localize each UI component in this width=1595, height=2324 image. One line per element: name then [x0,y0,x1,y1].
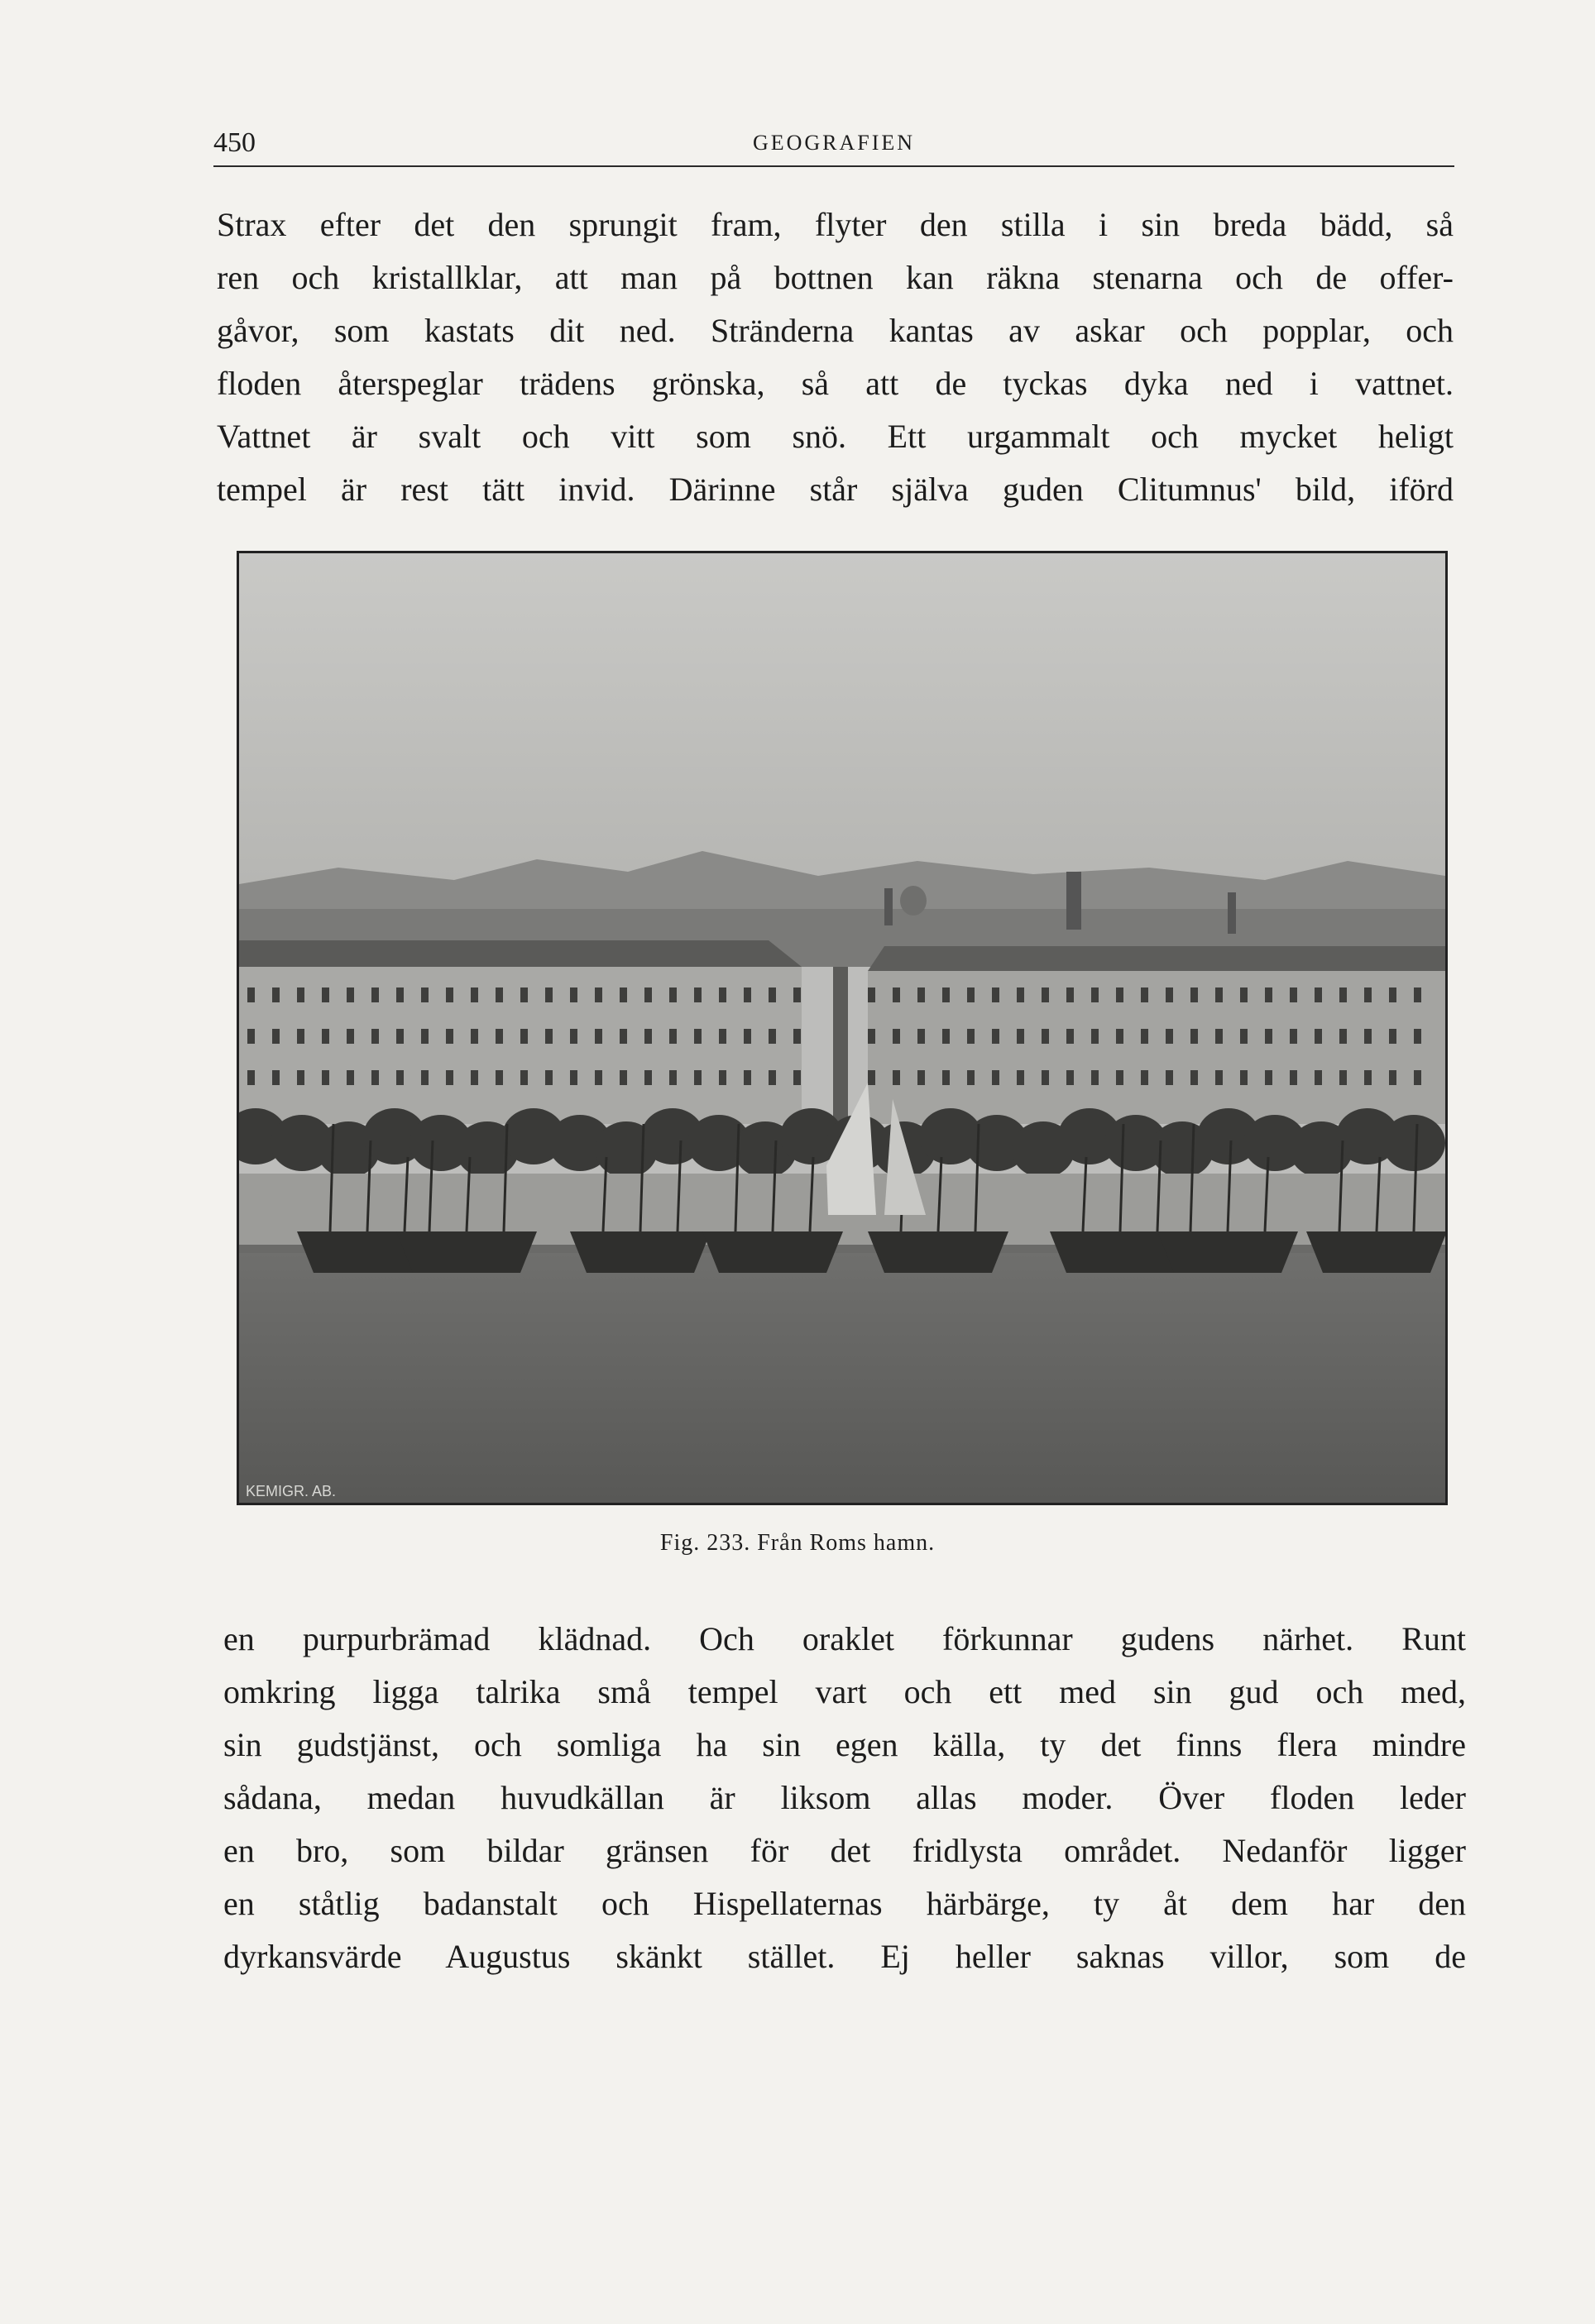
window [1240,1029,1248,1044]
window [1315,1029,1322,1044]
window [570,1070,577,1085]
window [1364,1029,1372,1044]
text-line: en ståtlig badanstalt och Hispellaternas härbärge, ty åt dem har den [223,1885,1466,1922]
window [1265,1070,1272,1085]
window [247,1070,255,1085]
window [967,1029,975,1044]
window [719,1029,726,1044]
window [793,1029,801,1044]
window [1290,987,1297,1002]
window [1315,987,1322,1002]
window [744,1029,751,1044]
window [744,1070,751,1085]
window [371,1070,379,1085]
window [744,987,751,1002]
window [793,987,801,1002]
window [247,1029,255,1044]
running-head: GEOGRAFIEN [752,131,916,155]
window [347,1070,354,1085]
window [1166,987,1173,1002]
window [917,1070,925,1085]
window [1166,1029,1173,1044]
window [644,987,652,1002]
window [644,1029,652,1044]
window [272,1070,280,1085]
window [446,1070,453,1085]
window [669,987,677,1002]
window [1042,1029,1049,1044]
window [893,987,900,1002]
window [1215,1029,1223,1044]
boat-hull [702,1231,843,1273]
window [1166,1070,1173,1085]
window [570,1029,577,1044]
window [297,1070,304,1085]
harbor-photo-illustration [239,553,1445,1503]
text-line: ren och kristallklar, att man på bottnen kan räkna stenarna och de offer- [217,259,1454,296]
window [520,1029,528,1044]
window [471,987,478,1002]
window [595,1070,602,1085]
window [421,1070,429,1085]
window [471,1029,478,1044]
window [396,1070,404,1085]
window [1190,987,1198,1002]
window [371,1029,379,1044]
window [793,1070,801,1085]
window [595,1029,602,1044]
window [1190,1070,1198,1085]
window [1414,1070,1421,1085]
window [396,987,404,1002]
window [942,987,950,1002]
window [496,987,503,1002]
window [520,1070,528,1085]
window [719,1070,726,1085]
window [769,987,776,1002]
window [1339,1029,1347,1044]
window [1042,1070,1049,1085]
window [1116,987,1123,1002]
engraver-mark: KEMIGR. AB. [246,1483,337,1499]
window [694,1029,702,1044]
window [868,1070,875,1085]
window [1290,1029,1297,1044]
window [446,987,453,1002]
page-number: 450 [213,127,256,158]
window [1290,1070,1297,1085]
text-line: tempel är rest tätt invid. Därinne står själva guden Clitumnus' bild, iförd [217,471,1454,508]
window [868,1029,875,1044]
window [545,1070,553,1085]
boat-hull [868,1231,1008,1273]
window [272,987,280,1002]
window [1414,987,1421,1002]
window [496,1029,503,1044]
window [694,1070,702,1085]
window [496,1070,503,1085]
window [1066,1070,1074,1085]
tree [1382,1115,1445,1171]
window [620,1029,627,1044]
window [1042,987,1049,1002]
window [917,987,925,1002]
window [347,1029,354,1044]
window [1389,987,1396,1002]
window [917,1029,925,1044]
window [620,987,627,1002]
window [1215,1070,1223,1085]
window [1265,987,1272,1002]
harbor-photograph [237,551,1448,1505]
window [893,1070,900,1085]
window [570,987,577,1002]
window [893,1029,900,1044]
window [769,1029,776,1044]
text-line: floden återspeglar trädens grönska, så att de tyckas dyka ned i vattnet. [217,365,1454,402]
window [1315,1070,1322,1085]
window [520,987,528,1002]
boat-hull [570,1231,711,1273]
window [1339,987,1347,1002]
window [297,1029,304,1044]
boat-hull [396,1231,537,1273]
text-line: en bro, som bildar gränsen för det fridlysta området. Nedanför ligger [223,1832,1466,1869]
window [669,1070,677,1085]
window [446,1029,453,1044]
window [421,987,429,1002]
window [371,987,379,1002]
window [1215,987,1223,1002]
window [1091,1070,1099,1085]
window [1066,987,1074,1002]
window [471,1070,478,1085]
window [769,1070,776,1085]
window [595,987,602,1002]
window [1364,1070,1372,1085]
window [967,987,975,1002]
window [1389,1029,1396,1044]
window [1017,1070,1024,1085]
window [247,987,255,1002]
window [1091,1029,1099,1044]
window [1240,1070,1248,1085]
text-line: Vattnet är svalt och vitt som snö. Ett urgammalt och mycket heligt [217,418,1454,455]
text-line: Strax efter det den sprungit fram, flyter den stilla i sin breda bädd, så [217,206,1454,243]
figure-caption: Fig. 233. Från Roms hamn. [659,1530,936,1556]
window [322,987,329,1002]
window [694,987,702,1002]
window [942,1029,950,1044]
window [396,1029,404,1044]
window [1141,987,1148,1002]
window [1091,987,1099,1002]
window [322,1070,329,1085]
window [1141,1070,1148,1085]
window [1017,987,1024,1002]
text-line: en purpurbrämad klädnad. Och oraklet förkunnar gudens närhet. Runt [223,1620,1466,1657]
window [992,1029,999,1044]
window [1339,1070,1347,1085]
window [421,1029,429,1044]
window [967,1070,975,1085]
window [644,1070,652,1085]
window [1066,1029,1074,1044]
text-line: dyrkansvärde Augustus skänkt stället. Ej heller saknas villor, som de [223,1938,1466,1975]
window [297,987,304,1002]
paragraph-top [217,198,1454,516]
window [1364,987,1372,1002]
window [992,1070,999,1085]
window [1017,1029,1024,1044]
paragraph-bottom [223,1613,1466,1983]
window [1141,1029,1148,1044]
window [1265,1029,1272,1044]
text-line: sådana, medan huvudkällan är liksom allas moder. Över floden leder [223,1779,1466,1816]
window [942,1070,950,1085]
window [669,1029,677,1044]
text-line: omkring ligga talrika små tempel vart och ett med sin gud och med, [223,1673,1466,1710]
window [1116,1029,1123,1044]
window [545,1029,553,1044]
window [347,987,354,1002]
text-line: gåvor, som kastats dit ned. Stränderna kantas av askar och popplar, och [217,312,1454,349]
text-line: sin gudstjänst, och somliga ha sin egen källa, ty det finns flera mindre [223,1726,1466,1763]
window [1389,1070,1396,1085]
boat-hull [1157,1231,1298,1273]
window [868,987,875,1002]
window [272,1029,280,1044]
window [719,987,726,1002]
window [1116,1070,1123,1085]
page-header [213,127,1454,167]
window [545,987,553,1002]
window [1240,987,1248,1002]
window [620,1070,627,1085]
window [1414,1029,1421,1044]
window [992,987,999,1002]
boat-hull [1306,1231,1445,1273]
window [1190,1029,1198,1044]
window [322,1029,329,1044]
